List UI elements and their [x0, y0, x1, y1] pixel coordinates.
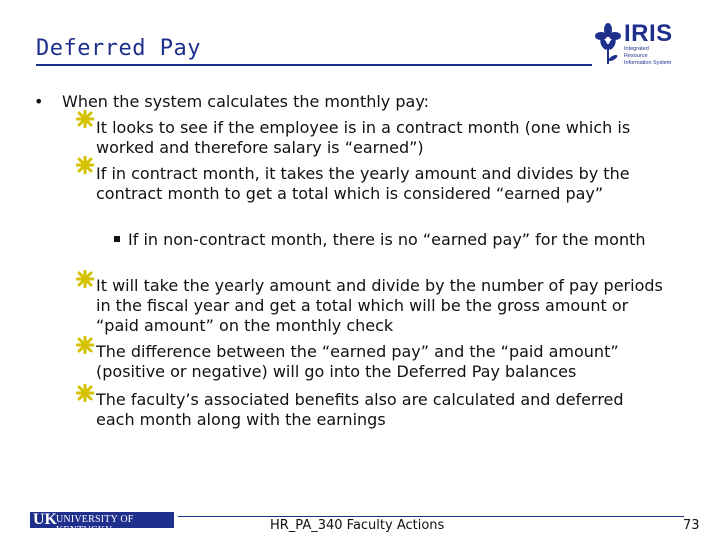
square-bullet-icon	[114, 236, 120, 242]
page-number: 73	[683, 518, 700, 533]
logo-university-name: UNIVERSITY OF KENTUCKY	[56, 514, 134, 536]
list-item: The difference between the “earned pay” and the “paid amount” (positive or negative) will go into the Deferred Pay balances	[96, 342, 619, 381]
logo-initials: UK	[33, 511, 57, 528]
star-bullet-icon	[76, 110, 94, 128]
slide-title: Deferred Pay	[36, 36, 201, 61]
list-item: It looks to see if the employee is in a contract month (one which is worked and therefore salary is “earned”)	[96, 118, 631, 157]
university-logo	[30, 511, 174, 536]
star-bullet-icon	[76, 336, 94, 354]
star-bullet-icon	[76, 384, 94, 402]
logo-word: IRIS	[624, 20, 673, 47]
main-bullet: When the system calculates the monthly pay:	[62, 92, 430, 111]
list-item: The faculty’s associated benefits also are calculated and deferred each month along with the earnings	[96, 390, 624, 429]
list-item: It will take the yearly amount and divide by the number of pay periods in the fiscal year and get a total which will be the gross amount or “paid amount” on the monthly check	[96, 276, 663, 335]
logo-tagline: Integrated Resource Information System	[624, 46, 672, 66]
bullet-dot-icon: •	[34, 92, 44, 111]
list-item: If in non-contract month, there is no “earned pay” for the month	[128, 230, 646, 249]
footer-divider	[178, 516, 684, 517]
footer-course: HR_PA_340 Faculty Actions	[270, 518, 445, 533]
star-bullet-icon	[76, 156, 94, 174]
list-item: If in contract month, it takes the yearly amount and divides by the contract month to get a total which is considered “earned pay”	[96, 164, 630, 203]
star-bullet-icon	[76, 270, 94, 288]
